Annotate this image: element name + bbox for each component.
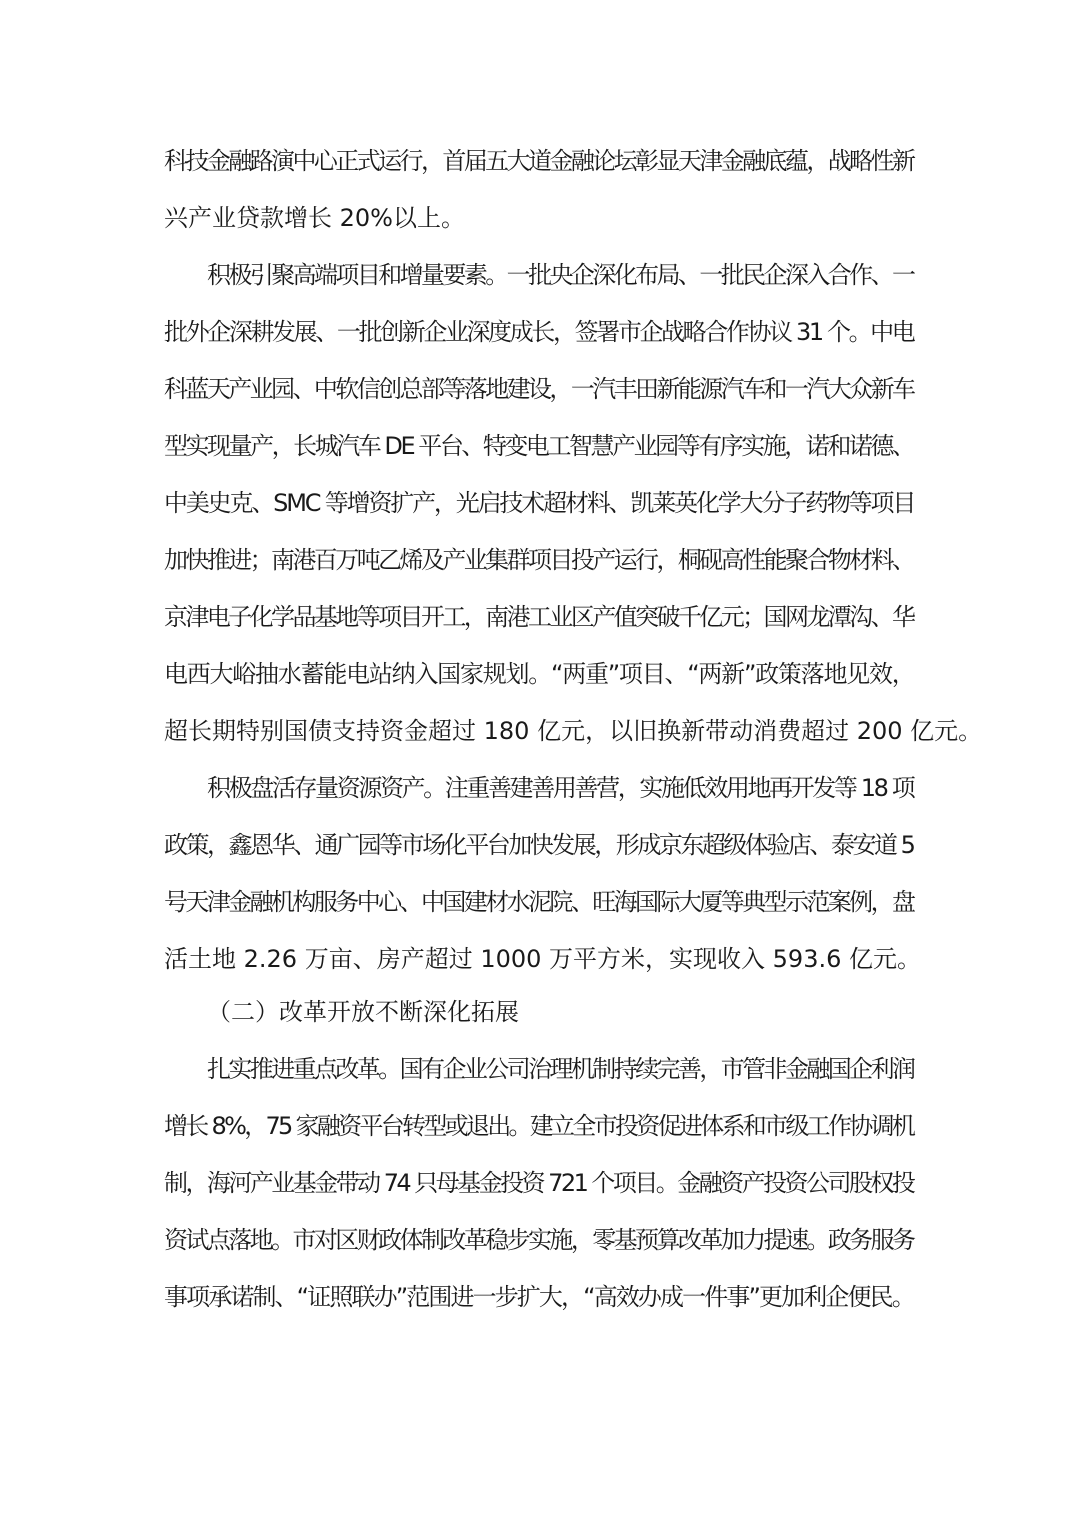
text-line: 扎实推进重点改革。国有企业公司治理机制持续完善，市管非金融国企利润 xyxy=(207,1055,914,1083)
text-line: 积极引聚高端项目和增量要素。一批央企深化布局、一批民企深入合作、一 xyxy=(207,261,914,289)
text-line: 活土地 2.26 万亩、房产超过 1000 万平方米，实现收入 593.6 亿元。 xyxy=(164,945,921,973)
text-line: 积极盘活存量资源资产。注重善建善用善营，实施低效用地再开发等 18 项 xyxy=(207,774,914,802)
text-line: 增长 8%，75 家融资平台转型或退出。建立全市投资促进体系和市级工作协调机 xyxy=(164,1112,914,1140)
text-line: 号天津金融机构服务中心、中国建材水泥院、旺海国际大厦等典型示范案例，盘 xyxy=(164,888,914,916)
text-line: 电西大峪抽水蓄能电站纳入国家规划。“两重”项目、“两新”政策落地见效， xyxy=(164,660,915,688)
text-line: 制，海河产业基金带动 74 只母基金投资 721 个项目。金融资产投资公司股权投 xyxy=(164,1169,914,1197)
text-line: 科技金融路演中心正式运行，首届五大道金融论坛彰显天津金融底蕴，战略性新 xyxy=(164,147,914,175)
text-line: 政策，鑫恩华、通广园等市场化平台加快发展，形成京东超级体验店、泰安道 5 xyxy=(164,831,914,859)
text-line: 型实现量产，长城汽车 DE 平台、特变电工智慧产业园等有序实施，诺和诺德、 xyxy=(164,432,914,460)
text-line: 科蓝天产业园、中软信创总部等落地建设，一汽丰田新能源汽车和一汽大众新车 xyxy=(164,375,914,403)
text-line: 中美史克、SMC 等增资扩产，光启技术超材料、凯莱英化学大分子药物等项目 xyxy=(164,489,915,517)
section-heading: （二）改革开放不断深化拓展 xyxy=(207,998,519,1026)
text-line: 事项承诺制、“证照联办”范围进一步扩大，“高效办成一件事”更加利企便民。 xyxy=(164,1283,914,1311)
text-line: 兴产业贷款增长 20%以上。 xyxy=(164,204,465,232)
text-line: 资试点落地。市对区财政体制改革稳步实施，零基预算改革加力提速。政务服务 xyxy=(164,1226,914,1254)
text-line: 超长期特别国债支持资金超过 180 亿元，以旧换新带动消费超过 200 亿元。 xyxy=(164,717,983,745)
text-line: 加快推进；南港百万吨乙烯及产业集群项目投产运行，桐砚高性能聚合物材料、 xyxy=(164,546,914,574)
text-line: 批外企深耕发展、一批创新企业深度成长，签署市企战略合作协议 31 个。中电 xyxy=(164,318,914,346)
text-line: 京津电子化学品基地等项目开工，南港工业区产值突破千亿元；国网龙潭沟、华 xyxy=(164,603,914,631)
